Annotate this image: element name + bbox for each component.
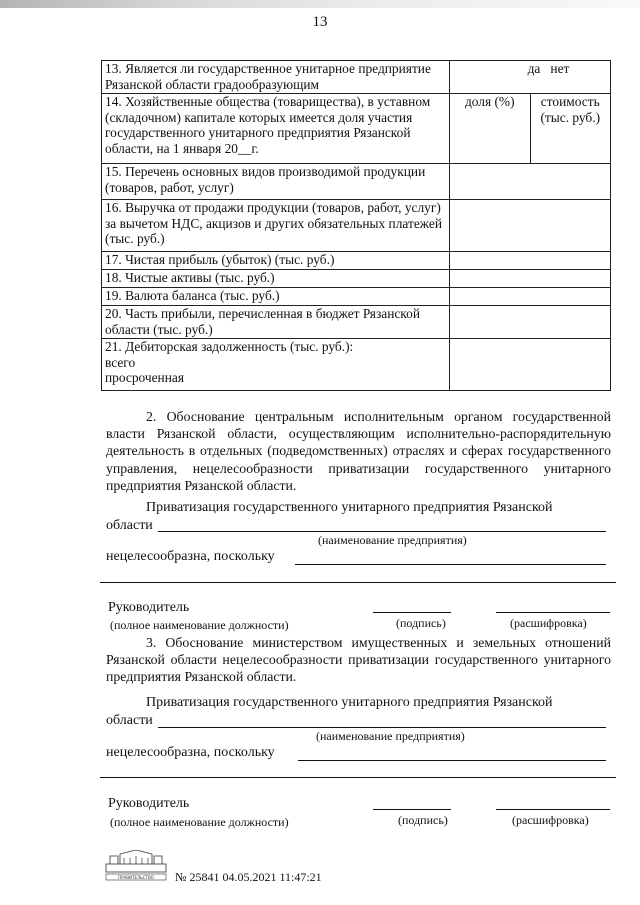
row15-value: [450, 164, 611, 200]
no-option: нет: [550, 61, 570, 76]
table-row-20: [102, 306, 611, 339]
row14-share-header: доля (%): [450, 94, 531, 164]
row13-answer: [450, 61, 611, 94]
section3-privatization: Приватизация государственного унитарного предприятия Рязанской: [146, 695, 553, 710]
row21-value: [450, 339, 611, 391]
registration-number: № 25841 04.05.2021 11:47:21: [175, 870, 322, 884]
row17-value: [450, 252, 611, 270]
section3-position-caption: (полное наименование должности): [110, 815, 289, 829]
section2-inexpedient: нецелесообразна, поскольку: [106, 549, 275, 564]
table-row-18: [102, 270, 611, 288]
section2-enterprise-caption: (наименование предприятия): [318, 533, 467, 547]
row20-label: 20. Часть прибыли, перечисленная в бюджет Рязанской области (тыс. руб.): [102, 306, 450, 339]
section3-region: области: [106, 713, 153, 728]
table-row-17: [102, 252, 611, 270]
row18-value: [450, 270, 611, 288]
table-row-15: [102, 164, 611, 200]
section3-reason-line-1: [298, 760, 606, 761]
row16-label: 16. Выручка от продажи продукции (товаров, работ, услуг) за вычетом НДС, акцизов и других обязательных платежей (тыс. руб.): [102, 200, 450, 252]
section2-paragraph: [106, 408, 611, 494]
section2-reason-line-1: [295, 564, 606, 565]
row17-label: 17. Чистая прибыль (убыток) (тыс. руб.): [102, 252, 450, 270]
section2-decoding-line: [496, 612, 610, 613]
row14-cost-header: стоимость (тыс. руб.): [530, 94, 611, 164]
section3-decoding-caption: (расшифровка): [512, 813, 589, 827]
row21-cell: [102, 339, 450, 391]
section2-signature-line: [373, 612, 451, 613]
section2-head: Руководитель: [108, 600, 190, 615]
section3-signature-caption: (подпись): [398, 813, 448, 827]
table-row-19: [102, 288, 611, 306]
section3-inexpedient: нецелесообразна, поскольку: [106, 745, 275, 760]
row19-label: 19. Валюта баланса (тыс. руб.): [102, 288, 450, 306]
section3-head: Руководитель: [108, 796, 190, 811]
row16-value: [450, 200, 611, 252]
section3-enterprise-line: [158, 727, 606, 728]
section3-enterprise-caption: (наименование предприятия): [316, 729, 465, 743]
row20-value: [450, 306, 611, 339]
government-stamp-icon: [104, 850, 168, 882]
table-row-14: [102, 94, 611, 164]
row19-value: [450, 288, 611, 306]
row21-total: всего: [105, 354, 136, 370]
section2-privatization: Приватизация государственного унитарного предприятия Рязанской: [146, 500, 553, 515]
section3-signature-line: [373, 809, 451, 810]
row15-label: 15. Перечень основных видов производимой продукции (товаров, работ, услуг): [102, 164, 450, 200]
section3-decoding-line: [496, 809, 610, 810]
enterprise-info-table: [101, 60, 611, 391]
yes-option: да: [527, 61, 541, 76]
row13-label: 13. Является ли государственное унитарное предприятие Рязанской области градообразующим: [102, 61, 450, 94]
section2-enterprise-line: [158, 531, 606, 532]
scan-edge: [0, 0, 640, 8]
table-row-21: [102, 339, 611, 391]
section3-text: 3. Обоснование министерством имущественных и земельных отношений Рязанской области нецелесообразности приватизации государственного унитарного предприятия Рязанской области.: [106, 635, 611, 685]
section2-decoding-caption: (расшифровка): [510, 616, 587, 630]
page-number: 13: [312, 14, 328, 30]
row21-overdue: просроченная: [105, 370, 184, 385]
table-row-13: [102, 61, 611, 94]
section3-reason-line-2: [100, 777, 616, 778]
section2-region: области: [106, 518, 153, 533]
row18-label: 18. Чистые активы (тыс. руб.): [102, 270, 450, 288]
section2-text: 2. Обоснование центральным исполнительным органом государственной власти Рязанской области, осуществляющим исполнительно-распорядительную деятельность в отдельных (подведомственных) отраслях и сферах государственного управления, нецелесообразности приватизации государственного унитарного предприятия Рязанской области.: [106, 409, 611, 493]
table-row-16: [102, 200, 611, 252]
row21-label: 21. Дебиторская задолженность (тыс. руб.):: [105, 339, 354, 354]
section2-signature-caption: (подпись): [396, 616, 446, 630]
section2-position-caption: (полное наименование должности): [110, 618, 289, 632]
stamp-text: ПРАВИТЕЛЬСТВО: [118, 875, 154, 880]
section2-reason-line-2: [100, 582, 616, 583]
section3-paragraph: [106, 634, 611, 686]
row14-label: 14. Хозяйственные общества (товарищества), в уставном (складочном) капитале которых имеется доля участия государственного унитарного предприятия Рязанской области, на 1 января 20__г.: [102, 94, 450, 164]
